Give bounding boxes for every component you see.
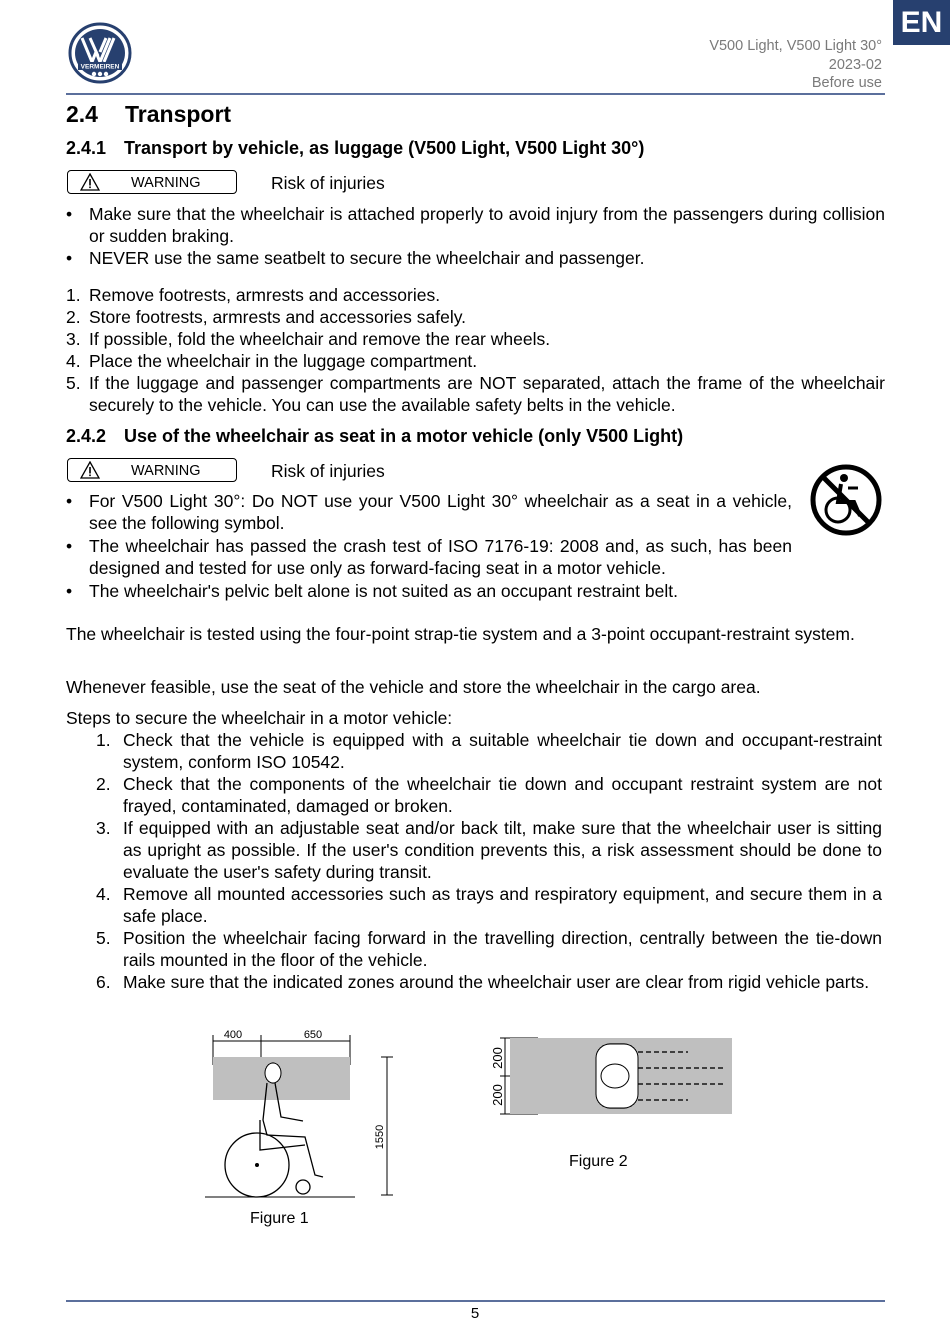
- numbered-list: [66, 284, 885, 416]
- list-item: 4. Place the wheelchair in the luggage compartment.: [66, 351, 478, 371]
- section-title: Transport: [125, 101, 232, 127]
- subsection-heading-1: [66, 138, 645, 159]
- list-item: 1. Remove footrests, armrests and accessories.: [66, 285, 441, 305]
- warning-label: WARNING: [131, 175, 201, 191]
- paragraph: Whenever feasible, use the seat of the vehicle and store the wheelchair in the cargo area.: [66, 677, 761, 697]
- svg-text:200: 200: [490, 1084, 505, 1106]
- subsection-title: Transport by vehicle, as luggage (V500 Light, V500 Light 30°): [124, 138, 645, 158]
- list-item: • NEVER use the same seatbelt to secure the wheelchair and passenger.: [66, 248, 645, 268]
- figure-2-drawing: [488, 1030, 738, 1120]
- header-rule: [66, 93, 885, 95]
- header-section: Before use: [811, 75, 882, 91]
- running-header: [709, 37, 882, 93]
- header-date: 2023-02: [828, 56, 882, 73]
- svg-text:650: 650: [303, 1029, 323, 1041]
- list-item: • Make sure that the wheelchair is attached properly to avoid injury from the passengers during collision or sudden braking.: [66, 204, 885, 246]
- subsection-number: 2.4.1: [66, 138, 107, 158]
- svg-text:VERMEIREN: VERMEIREN: [80, 63, 120, 71]
- header-product: V500 Light, V500 Light 30°: [709, 38, 882, 54]
- list-item: • The wheelchair's pelvic belt alone is not suited as an occupant restraint belt.: [66, 581, 678, 601]
- svg-text:400: 400: [223, 1029, 243, 1041]
- warning-triangle-icon: [80, 461, 100, 479]
- warning-triangle-icon: [80, 173, 100, 191]
- numbered-list: [66, 729, 885, 1015]
- list-item: 2. Store footrests, armrests and accessories safely.: [66, 307, 467, 327]
- list-item: 5. Position the wheelchair facing forward in the travelling direction, centrally between the tie-down rails mounted in the floor of the vehicle.: [96, 928, 882, 970]
- bullet-list: [66, 203, 885, 269]
- list-item: 2. Check that the components of the wheelchair tie down and occupant restraint system are not frayed, contaminated, damaged or broken.: [96, 774, 882, 816]
- svg-text:200: 200: [490, 1047, 505, 1069]
- steps-intro: Steps to secure the wheelchair in a motor vehicle:: [66, 708, 453, 728]
- list-item: • For V500 Light 30°: Do NOT use your V500 Light 30° wheelchair as a seat in a vehicle, see the following symbol.: [66, 491, 792, 533]
- figure-1-drawing: [205, 1025, 395, 1205]
- list-item: 4. Remove all mounted accessories such as trays and respiratory equipment, and secure them in a safe place.: [96, 884, 882, 926]
- subsection-title: Use of the wheelchair as seat in a motor vehicle (only V500 Light): [124, 426, 684, 446]
- bullet-list: [66, 490, 793, 602]
- figure-2-caption: Figure 2: [569, 1153, 628, 1170]
- subsection-number: 2.4.2: [66, 426, 107, 446]
- list-item: • The wheelchair has passed the crash test of ISO 7176-19: 2008 and, as such, has been designed and tested for use only as forward-facing seat in a motor vehicle.: [66, 536, 792, 578]
- section-heading: [66, 101, 232, 128]
- footer-rule: [66, 1300, 885, 1302]
- no-vehicle-seat-icon: [808, 462, 884, 543]
- paragraph: The wheelchair is tested using the four-point strap-tie system and a 3-point occupant-restraint system.: [66, 624, 855, 644]
- warning-box: [67, 170, 237, 194]
- language-tab: EN: [893, 0, 950, 45]
- list-item: 5. If the luggage and passenger compartments are NOT separated, attach the frame of the wheelchair securely to the vehicle. You can use the available safety belts in the vehicle.: [66, 373, 885, 415]
- warning-box: [67, 458, 237, 482]
- list-item: 6. Make sure that the indicated zones around the wheelchair user are clear from rigid vehicle parts.: [96, 972, 870, 992]
- list-item: 3. If possible, fold the wheelchair and remove the rear wheels.: [66, 329, 551, 349]
- vermeiren-logo: [68, 22, 132, 84]
- list-item: 3. If equipped with an adjustable seat and/or back tilt, make sure that the wheelchair user is sitting as upright as possible. If the user's condition prevents this, a risk assessment should be done to evaluate the user's safety during transit.: [96, 818, 882, 882]
- warning-text: Risk of injuries: [271, 461, 385, 481]
- list-item: 1. Check that the vehicle is equipped with a suitable wheelchair tie down and occupant-restraint system, conform ISO 10542.: [96, 730, 882, 772]
- figure-1-caption: Figure 1: [250, 1210, 309, 1227]
- subsection-heading-2: [66, 426, 684, 447]
- warning-text: Risk of injuries: [271, 173, 385, 193]
- section-number: 2.4: [66, 101, 98, 127]
- page-number: 5: [470, 1305, 480, 1322]
- warning-label: WARNING: [131, 463, 201, 479]
- svg-text:1550: 1550: [374, 1124, 386, 1150]
